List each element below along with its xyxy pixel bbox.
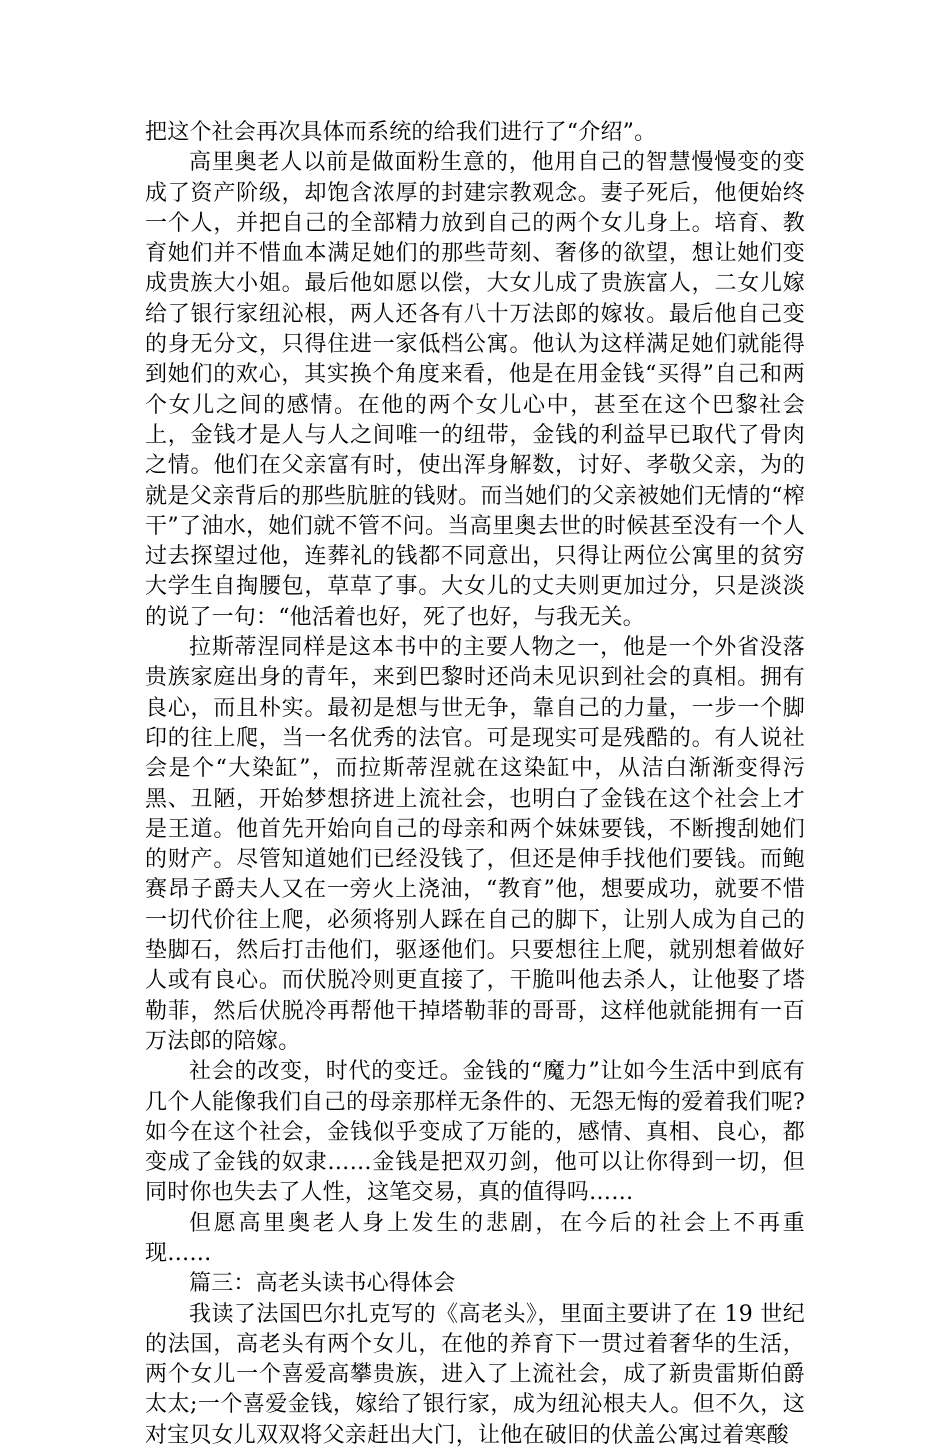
paragraph-hope: 但愿高里奥老人身上发生的悲剧，在今后的社会上不再重现…… — [145, 1210, 805, 1266]
paragraph-intro-line: 把这个社会再次具体而系统的给我们进行了“介绍”。 — [145, 120, 657, 145]
section-heading: 篇三：高老头读书心得体会 — [189, 1271, 456, 1297]
document-page — [145, 118, 805, 1451]
paragraph-reading: 我读了法国巴尔扎克写的《高老头》，里面主要讲了在 19 世纪的法国，高老头有两个女儿，在他的养育下一贯过着奢华的生活，两个女儿一个喜爱高攀贵族，进入了上流社会，成了新贵雷斯伯爵太太;一个喜爱金钱，嫁给了银行家，成为纽沁根夫人。但不久，这对宝贝女儿双双将父亲赶出大门，让他在破旧的伏盖公寓过着寒酸 — [145, 1301, 805, 1448]
paragraph-society: 社会的改变，时代的变迁。金钱的“魔力”让如今生活中到底有几个人能像我们自己的母亲那样无条件的、无怨无悔的爱着我们呢?如今在这个社会，金钱似乎变成了万能的，感情、真相、良心，都变成了金钱的奴隶……金钱是把双刃剑，他可以让你得到一切，但同时你也失去了人性，这笔交易，真的值得吗…… — [145, 1059, 805, 1206]
paragraph-rastignac: 拉斯蒂涅同样是这本书中的主要人物之一，他是一个外省没落贵族家庭出身的青年，来到巴黎时还尚未见识到社会的真相。拥有良心，而且朴实。最初是想与世无争，靠自己的力量，一步一个脚印的往上爬，当一名优秀的法官。可是现实可是残酷的。有人说社会是个“大染缸”，而拉斯蒂涅就在这染缸中，从洁白渐渐变得污黑、丑陋，开始梦想挤进上流社会，也明白了金钱在这个社会上才是王道。他首先开始向自己的母亲和两个妹妹要钱，不断搜刮她们的财产。尽管知道她们已经没钱了，但还是伸手找他们要钱。而鲍赛昂子爵夫人又在一旁火上浇油，“教育”他，想要成功，就要不惜一切代价往上爬，必须将别人踩在自己的脚下，让别人成为自己的垫脚石，然后打击他们，驱逐他们。只要想往上爬，就别想着做好人或有良心。而伏脱冷则更直接了，干脆叫他去杀人，让他娶了塔勒菲，然后伏脱冷再帮他干掉塔勒菲的哥哥，这样他就能拥有一百万法郎的陪嫁。 — [145, 635, 805, 1054]
paragraph-goriot: 高里奥老人以前是做面粉生意的，他用自己的智慧慢慢变的变成了资产阶级，却饱含浓厚的封建宗教观念。妻子死后，他便始终一个人，并把自己的全部精力放到自己的两个女儿身上。培育、教育她们并不惜血本满足她们的那些苛刻、奢侈的欲望，想让她们变成贵族大小姐。最后他如愿以偿，大女儿成了贵族富人，二女儿嫁给了银行家纽沁根，两人还各有八十万法郎的嫁妆。最后他自己变的身无分文，只得住进一家低档公寓。他认为这样满足她们就能得到她们的欢心，其实换个角度来看，他是在用金钱“买得”自己和两个女儿之间的感情。在他的两个女儿心中，甚至在这个巴黎社会上，金钱才是人与人之间唯一的纽带，金钱的利益早已取代了骨肉之情。他们在父亲富有时，使出浑身解数，讨好、孝敬父亲，为的就是父亲背后的那些肮脏的钱财。而当她们的父亲被她们无情的“榨干”了油水，她们就不管不问。当高里奥去世的时候甚至没有一个人过去探望过他，连葬礼的钱都不同意出，只得让两位公寓里的贫穷大学生自掏腰包，草草了事。大女儿的丈夫则更加过分，只是淡淡的说了一句：“他活着也好，死了也好，与我无关。 — [145, 150, 805, 630]
